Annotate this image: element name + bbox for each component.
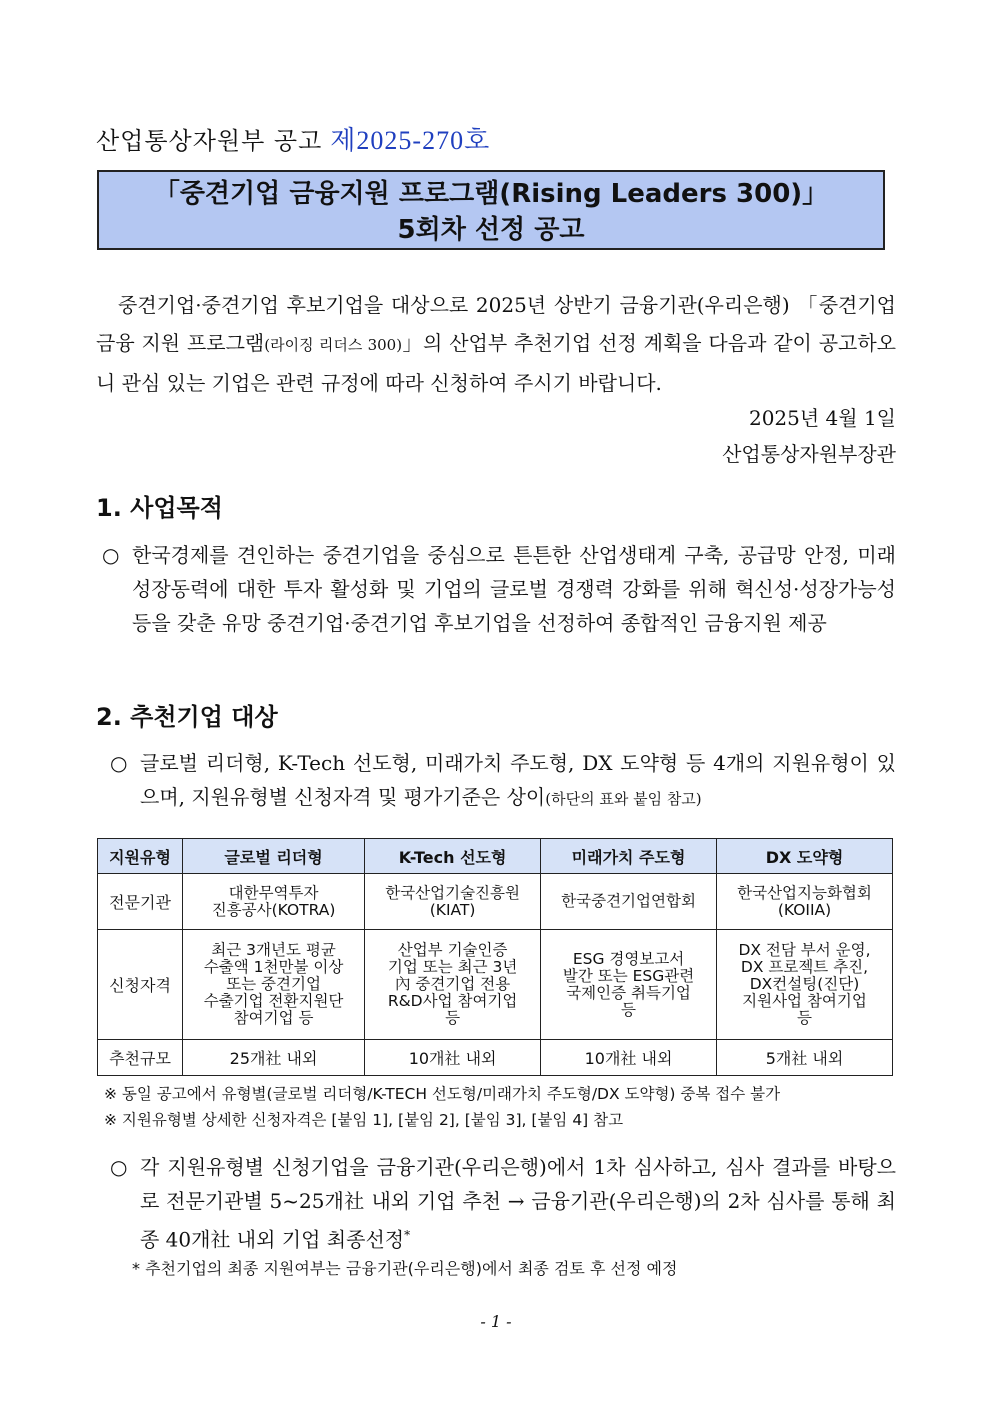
row-label: 신청자격	[98, 930, 183, 1040]
table-cell: 최근 3개년도 평균 수출액 1천만불 이상 또는 중견기업 수출기업 전환지원단 참여기업 등	[183, 930, 365, 1040]
table-header-cell: 미래가치 주도형	[541, 839, 717, 874]
page-number: - 1 -	[480, 1312, 512, 1331]
notice-date: 2025년 4월 1일	[748, 406, 896, 430]
table-notes	[104, 1081, 780, 1133]
bullet-mark: ○	[110, 751, 128, 775]
table-cell: 10개社 내외	[541, 1040, 717, 1076]
bullet-mark: ○	[110, 1155, 128, 1179]
table-cell: ESG 경영보고서 발간 또는 ESG관련 국제인증 취득기업 등	[541, 930, 717, 1040]
notice-number: 제2025-270호	[330, 126, 491, 155]
table-row-scale	[98, 1040, 893, 1076]
section-2-text: 글로벌 리더형, K-Tech 선도형, 미래가치 주도형, DX 도약형 등 4개의 지원유형이 있으며, 지원유형별 신청자격 및 평가기준은 상이	[140, 751, 896, 809]
title-line-1: 「중견기업 금융지원 프로그램(Rising Leaders 300)」	[153, 179, 829, 209]
support-type-table	[97, 838, 893, 1076]
table-header-cell: DX 도약형	[717, 839, 893, 874]
section-2-heading: 2. 추천기업 대상	[96, 703, 278, 731]
section-2-bullet-2-text: 각 지원유형별 신청기업을 금융기관(우리은행)에서 1차 심사하고, 심사 결과를 바탕으로 전문기관별 5~25개社 내외 기업 추천 → 금융기관(우리은행)의 2차 심사를 통해 최종 40개社 내외 기업 최종선정	[140, 1155, 896, 1252]
table-cell: 한국중견기업연합회	[541, 874, 717, 930]
table-cell: 25개社 내외	[183, 1040, 365, 1076]
section-2-text-small: (하단의 표와 붙임 참고)	[545, 790, 702, 808]
table-cell: 한국산업지능화협회 (KOIIA)	[717, 874, 893, 930]
note-line: ※ 지원유형별 상세한 신청자격은 [붙임 1], [붙임 2], [붙임 3], [붙임 4] 참고	[104, 1111, 624, 1129]
table-header-cell: 글로벌 리더형	[183, 839, 365, 874]
section-1-text: 한국경제를 견인하는 중견기업을 중심으로 튼튼한 산업생태계 구축, 공급망 안정, 미래 성장동력에 대한 투자 활성화 및 기업의 글로벌 경쟁력 강화를 위해 혁신성·성장가능성 등을 갖춘 유망 중견기업·중견기업 후보기업을 선정하여 종합적인 금융지원 제공	[132, 543, 896, 635]
table-cell: 한국산업기술진흥원 (KIAT)	[365, 874, 541, 930]
table-cell: 10개社 내외	[365, 1040, 541, 1076]
section-2-bullet	[110, 746, 896, 816]
table-header-cell: K-Tech 선도형	[365, 839, 541, 874]
issuer: 산업통상자원부장관	[722, 442, 896, 466]
section-2-bullet-2	[110, 1150, 896, 1257]
row-label: 추천규모	[98, 1040, 183, 1076]
footnote: * 추천기업의 최종 지원여부는 금융기관(우리은행)에서 최종 검토 후 선정 예정	[132, 1259, 678, 1278]
intro-part-small: (라이징 리더스 300)	[264, 336, 403, 354]
section-1-heading: 1. 사업목적	[96, 494, 223, 522]
row-label: 전문기관	[98, 874, 183, 930]
table-cell: 5개社 내외	[717, 1040, 893, 1076]
table-cell: 대한무역투자 진흥공사(KOTRA)	[183, 874, 365, 930]
intro-part-1: 중견기업·중견기업 후보기업을 대상으로 2025년 상반기 금융기관(우리은행) 「중견기업 금융 지원 프로그램	[96, 293, 896, 355]
table-header-row	[98, 839, 893, 874]
notice-header	[96, 120, 490, 157]
title-box	[97, 170, 885, 250]
section-1-bullet	[102, 538, 896, 640]
intro-paragraph	[96, 286, 896, 402]
note-line: ※ 동일 공고에서 유형별(글로벌 리더형/K-TECH 선도형/미래가치 주도형/DX 도약형) 중복 접수 불가	[104, 1085, 781, 1103]
table-cell: DX 전담 부서 운영, DX 프로젝트 추진, DX컨설팅(진단) 지원사업 참여기업 등	[717, 930, 893, 1040]
title-line-2: 5회차 선정 공고	[397, 215, 585, 245]
bullet-mark: ○	[102, 543, 120, 567]
table-row-institution	[98, 874, 893, 930]
table-cell: 산업부 기술인증 기업 또는 최근 3년 內 중견기업 전용 R&D사업 참여기업 등	[365, 930, 541, 1040]
agency-notice: 산업통상자원부 공고	[96, 127, 323, 155]
table-row-eligibility	[98, 930, 893, 1040]
footnote-marker: *	[404, 1228, 411, 1242]
intro-part-2: 」의 산업부 추천기업 선정 계획을 다음과 같이 공고하오니 관심 있는 기업은 관련 규정에 따라 신청하여 주시기 바랍니다.	[96, 331, 897, 395]
table-header-cell: 지원유형	[98, 839, 183, 874]
